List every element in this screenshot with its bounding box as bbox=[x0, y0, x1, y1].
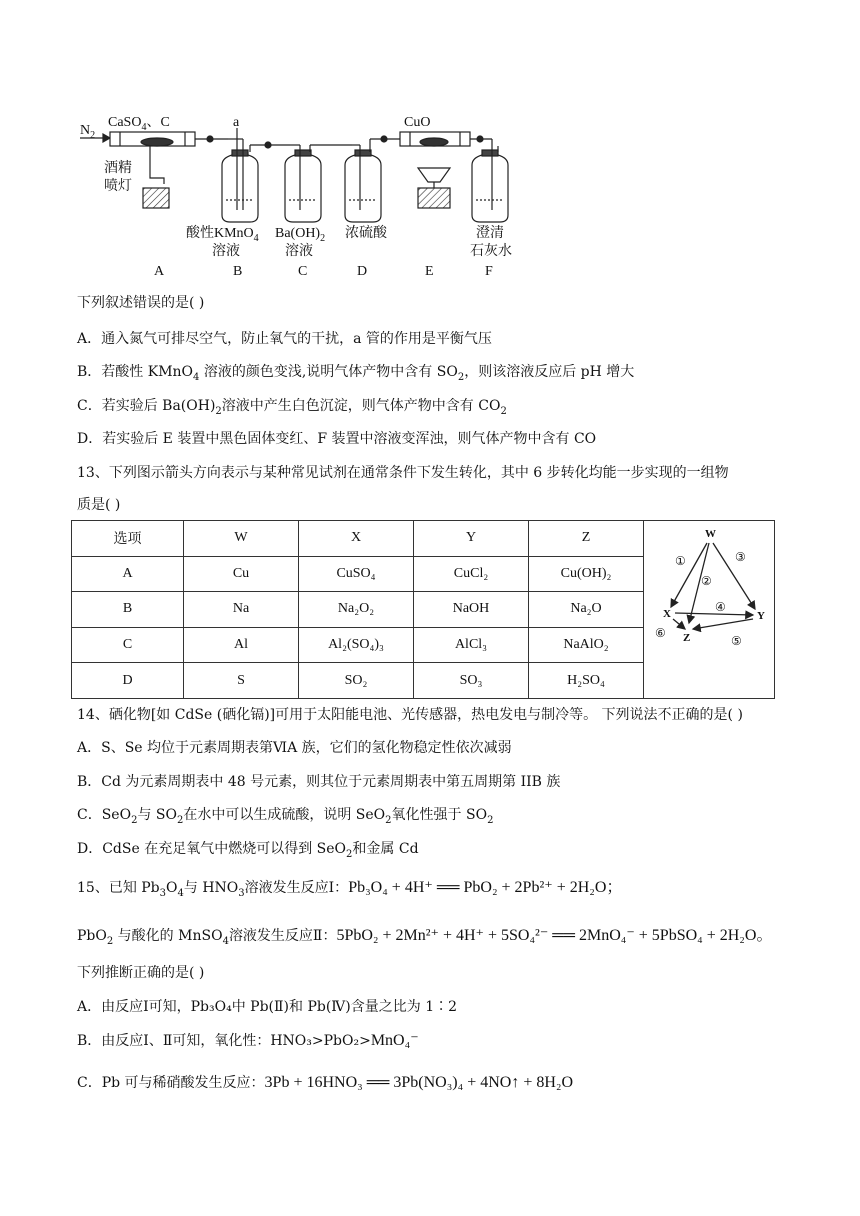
lamp-label-1: 酒精 bbox=[104, 161, 132, 176]
bottle-b bbox=[222, 155, 258, 222]
bottle-f-label-1: 澄清 bbox=[476, 226, 504, 241]
q12-option-b: B．若酸性 KMnO$_4$ 溶液的颜色变浅,说明气体产物中含有 $SO_2$，则该溶液反应后 pH 增大 bbox=[77, 364, 635, 383]
q14-stem: 14、硒化物[如 CdSe (硒化镉)]可用于太阳能电池、光传感器，热电发电与制冷等。 下列说法不正确的是( ) bbox=[77, 707, 743, 723]
q14-option-a: A．S、Se 均位于元素周期表第ⅥA 族，它们的氢化物稳定性依次减弱 bbox=[77, 740, 512, 756]
arrow-y-z bbox=[693, 619, 753, 629]
cuo-label: CuO bbox=[404, 115, 431, 130]
q14-option-c: C．SeO$_2$与 $SO_2$在水中可以生成硫酸，说明 SeO$_2$氧化性强于 $SO_2$ bbox=[77, 807, 494, 826]
equation-3: 3Pb + 16HNO₃ ══ 3Pb(NO₃)₄ + 4NO↑ + 8H₂O bbox=[264, 1074, 574, 1091]
n2-label: $N_2$ bbox=[80, 123, 96, 141]
burner-cup bbox=[418, 168, 450, 182]
cell-w: Cu bbox=[184, 556, 299, 592]
q12-option-a: A．通入氮气可排尽空气，防止氧气的干扰，a 管的作用是平衡气压 bbox=[77, 331, 492, 347]
letter-d: D bbox=[357, 264, 368, 279]
burner-base bbox=[418, 188, 450, 208]
node-w: W bbox=[705, 528, 716, 540]
cell-option: D bbox=[72, 663, 184, 699]
cell-x: Al₂(SO₄)₃ bbox=[299, 627, 414, 663]
mno4-formula: MnO₄⁻ bbox=[370, 1032, 419, 1049]
q15-option-b: B．由反应Ⅰ、Ⅱ可知，氧化性：HNO₃>PbO₂>MnO₄⁻ bbox=[77, 1032, 419, 1049]
node-z: Z bbox=[683, 632, 691, 644]
lamp-label-2: 喷灯 bbox=[104, 179, 132, 194]
bottle-d-stopper bbox=[355, 150, 371, 156]
transform-diagram bbox=[645, 521, 773, 693]
q15-option-a: A．由反应Ⅰ可知，Pb₃O₄中 Pb(Ⅱ)和 Pb(Ⅳ)含量之比为 1∶2 bbox=[77, 999, 458, 1015]
header-y: Y bbox=[414, 521, 529, 557]
tube-a-solid bbox=[141, 138, 173, 146]
cell-y: CuCl₂ bbox=[414, 556, 529, 592]
bottle-b-label-1: 酸性KMnO$_4$ bbox=[186, 226, 259, 244]
bottle-b-label-2: 溶液 bbox=[212, 244, 240, 259]
arrow-z-x bbox=[673, 619, 685, 629]
q15-line-2: PbO$_2$ 与酸化的 MnSO$_4$溶液发生反应Ⅱ：5PbO₂ + 2Mn²⁺ + 4H⁺ + 5SO₄²⁻ ══ 2MnO₄⁻ + 5PbSO₄ + 2H₂O。 bbox=[77, 927, 773, 947]
lamp-stem bbox=[150, 146, 164, 184]
tube-e-solid bbox=[420, 138, 448, 146]
equation-2: 5PbO₂ + 2Mn²⁺ + 4H⁺ + 5SO₄²⁻ ══ 2MnO₄⁻ + 5PbSO₄ + 2H₂O。 bbox=[336, 927, 773, 944]
q13-stem-2: 质是( ) bbox=[77, 497, 121, 513]
cell-z: Cu(OH)₂ bbox=[529, 556, 644, 592]
letter-e: E bbox=[425, 264, 434, 279]
step-5: ⑤ bbox=[731, 634, 742, 648]
n2-arrowhead bbox=[103, 134, 110, 142]
bottle-f-label-2: 石灰水 bbox=[470, 244, 512, 259]
q12-option-c: C．若实验后 $Ba(OH)_2$溶液中产生白色沉淀，则气体产物中含有 $CO_2$ bbox=[77, 398, 507, 417]
arrow-x-y bbox=[675, 613, 753, 615]
header-w: W bbox=[184, 521, 299, 557]
cell-y: AlCl₃ bbox=[414, 627, 529, 663]
cell-y: NaOH bbox=[414, 592, 529, 628]
step-2: ② bbox=[701, 574, 712, 588]
header-z: Z bbox=[529, 521, 644, 557]
clamp-1 bbox=[207, 136, 213, 142]
letter-a: A bbox=[154, 264, 165, 279]
cell-y: SO₃ bbox=[414, 663, 529, 699]
letter-f: F bbox=[485, 264, 493, 279]
node-x: X bbox=[663, 608, 671, 620]
tube-a-label: a bbox=[233, 115, 240, 130]
header-x: X bbox=[299, 521, 414, 557]
bottle-c-label-1: $Ba(OH)_2$ bbox=[275, 226, 326, 244]
cell-w: Na bbox=[184, 592, 299, 628]
clamp-4 bbox=[477, 136, 483, 142]
q12-option-d: D．若实验后 E 装置中黑色固体变红、F 装置中溶液变浑浊，则气体产物中含有 CO bbox=[77, 431, 597, 447]
bottle-d bbox=[345, 155, 381, 222]
step-4: ④ bbox=[715, 600, 726, 614]
equation-1: Pb₃O₄ + 4H⁺ ══ PbO₂ + 2Pb²⁺ + 2H₂O； bbox=[348, 879, 623, 896]
bottle-c-label-2: 溶液 bbox=[285, 244, 313, 259]
q15-stem: 下列推断正确的是( ) bbox=[77, 965, 205, 981]
letter-b: B bbox=[233, 264, 243, 279]
q15-option-c: C．Pb 可与稀硝酸发生反应：3Pb + 16HNO₃ ══ 3Pb(NO₃)₄ + 4NO↑ + 8H₂O bbox=[77, 1074, 574, 1091]
cell-w: S bbox=[184, 663, 299, 699]
cell-x: CuSO₄ bbox=[299, 556, 414, 592]
cell-w: Al bbox=[184, 627, 299, 663]
bottle-f bbox=[472, 155, 508, 222]
bottle-c-stopper bbox=[295, 150, 311, 156]
cell-x: Na₂O₂ bbox=[299, 592, 414, 628]
transform-diagram-cell bbox=[644, 521, 775, 699]
q12-stem: 下列叙述错误的是( ) bbox=[77, 295, 205, 311]
cell-x: SO₂ bbox=[299, 663, 414, 699]
cell-option: A bbox=[72, 556, 184, 592]
clamp-2 bbox=[265, 142, 271, 148]
step-1: ① bbox=[675, 554, 686, 568]
reagent-a-label: CaSO$_4$、C bbox=[108, 115, 170, 133]
cell-option: B bbox=[72, 592, 184, 628]
header-option: 选项 bbox=[72, 521, 184, 557]
q14-option-d: D．CdSe 在充足氧气中燃烧可以得到 SeO$_2$和金属 Cd bbox=[77, 841, 419, 860]
table-header-row bbox=[72, 521, 775, 557]
cell-z: H₂SO₄ bbox=[529, 663, 644, 699]
apparatus-figure bbox=[0, 0, 860, 285]
clamp-3 bbox=[381, 136, 387, 142]
q14-option-b: B．Cd 为元素周期表中 48 号元素，则其位于元素周期表中第五周期第 IIB 族 bbox=[77, 774, 561, 790]
cell-option: C bbox=[72, 627, 184, 663]
bottle-b-stopper bbox=[232, 150, 248, 156]
q13-options-table bbox=[71, 520, 775, 699]
cell-z: Na₂O bbox=[529, 592, 644, 628]
q13-stem-1: 13、下列图示箭头方向表示与某种常见试剂在通常条件下发生转化，其中 6 步转化均能一步实现的一组物 bbox=[77, 465, 729, 481]
bottle-f-stopper bbox=[482, 150, 498, 156]
lamp-base bbox=[143, 188, 169, 208]
node-y: Y bbox=[757, 610, 765, 622]
step-3: ③ bbox=[735, 550, 746, 564]
letter-c: C bbox=[298, 264, 308, 279]
q15-intro: 15、已知 $Pb_3O_4$与 $HNO_3$溶液发生反应Ⅰ：Pb₃O₄ + 4H⁺ ══ PbO₂ + 2Pb²⁺ + 2H₂O； bbox=[77, 879, 623, 899]
bottle-d-label: 浓硫酸 bbox=[345, 226, 387, 241]
cell-z: NaAlO₂ bbox=[529, 627, 644, 663]
bottle-c bbox=[285, 155, 321, 222]
step-6: ⑥ bbox=[655, 626, 666, 640]
